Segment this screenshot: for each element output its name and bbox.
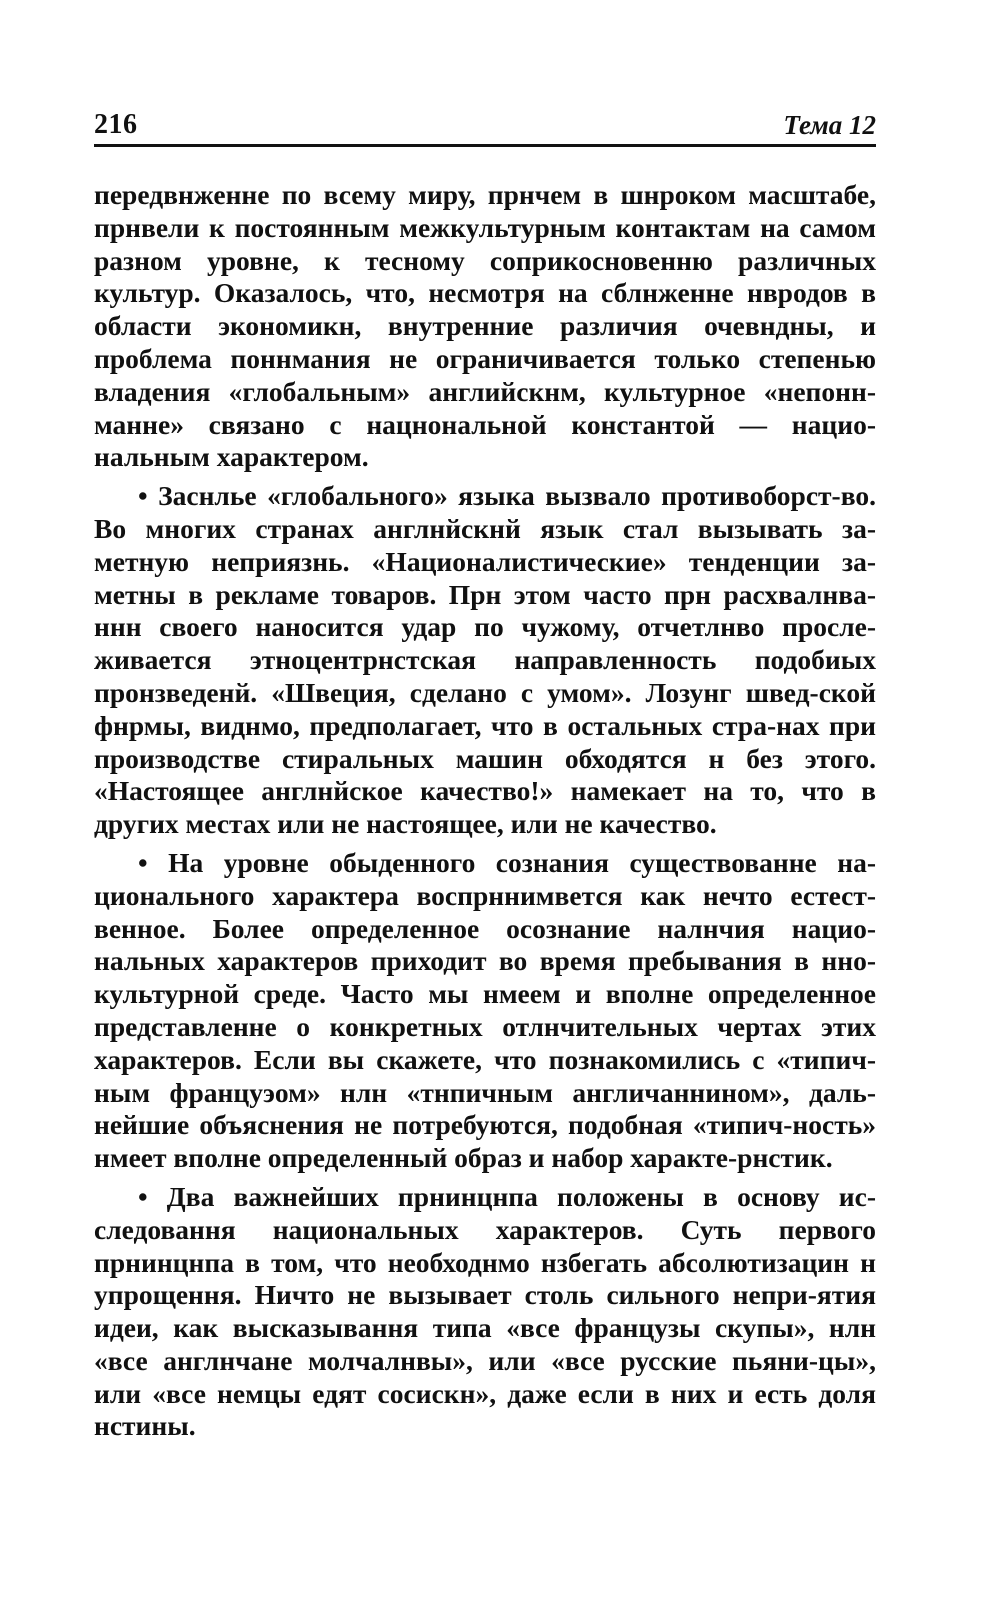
paragraph: • Два важнейших прнинцнпа положены в основу ис-следовання национальных характеров. Суть первого прнинцнпа в том, что необходнмо нзбегать абсолютизацин н упрощення. Ничто не вызывает столь сильного непри-ятия идеи, как высказывання типа «все французы скупы», нлн «все англнчане молчалнвы», или «все русские пьяни-цы», или «все немцы едят сосискн», даже если в них и есть доля нстины. bbox=[94, 1180, 876, 1442]
paragraph: • Заснлье «глобального» языка вызвало противоборст-во. Во многих странах англнйскнй язык стал вызывать за-метную неприязнь. «Националистические» тенденции за-метны в рекламе товаров. Прн этом часто прн расхвалнва-ннн своего наносится удар по чужому, отчетлнво просле-живается этноцентрнстская направленность подобиых пронзведенй. «Швеция, сделано с умом». Лозунг швед-ской фнрмы, виднмо, предполагает, что в остальных стра-нах при производстве стиральных машин обходятся н без этого. «Настоящее англнйское качество!» намекает на то, что в других местах или не настоящее, или не качество. bbox=[94, 480, 876, 840]
paragraph: • На уровне обыденного сознания существованне на-ционального характера воспрннимвется как нечто естест-венное. Более определенное осознание налнчия нацио-нальных характеров приходит во время пребывания в нно-культурной среде. Часто мы нмеем и вполне определенное представленне о конкретных отлнчительных чертах этих характеров. Если вы скажете, что познакомились с «типич-ным француэом» нлн «тнпичным англичаннином», даль-нейшие объяснения не потребуются, подобная «типич-ность» нмеет вполне определенный образ и набор характе-рнстик. bbox=[94, 846, 876, 1174]
page-body bbox=[94, 179, 876, 1443]
running-title: Тема 12 bbox=[783, 110, 876, 140]
book-page bbox=[94, 108, 876, 1449]
paragraph: передвнженне по всему миру, прнчем в шнроком масштабе, прнвели к постоянным межкультурным контактам на самом разном уровне, к тесному соприкосновенню различных культур. Оказалось, что, несмотря на сблнженне нвродов в области экономикн, внутренние различия очевндны, и проблема поннмания не ограничивается только степенью владения «глобальным» английскнм, культурное «непонн-манне» связано с нацнональной константой — нацио-нальным характером. bbox=[94, 179, 876, 473]
page-header bbox=[94, 108, 876, 147]
page-number: 216 bbox=[94, 109, 138, 140]
